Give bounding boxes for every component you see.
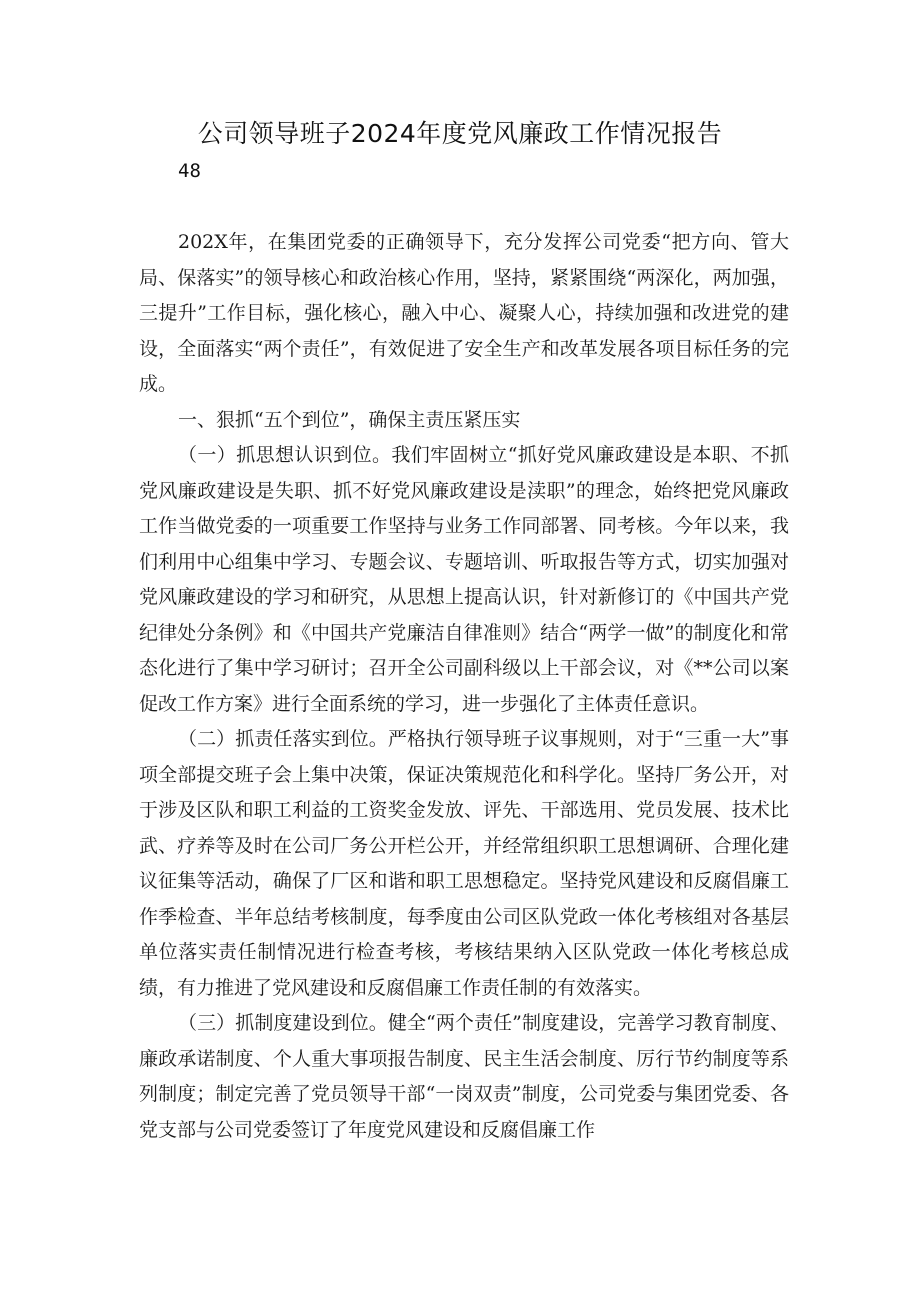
document-title: 公司领导班子2024年度党风廉政工作情况报告	[197, 119, 723, 148]
paragraph-responsibility: （二）抓责任落实到位。严格执行领导班子议事规则，对于“三重一大”事项全部提交班子会上集中决策，保证决策规范化和科学化。坚持厂务公开，对于涉及区队和职工利益的工资奖金发放、评先、干部选用、党员发展、技术比武、疗养等及时在公司厂务公开栏公开，并经常组织职工思想调研、合理化建议征集等活动，确保了厂区和谐和职工思想稳定。坚持党风建设和反腐倡廉工作季检查、半年总结考核制度，每季度由公司区队党政一体化考核组对各基层单位落实责任制情况进行检查考核，考核结果纳入区队党政一体化考核总成绩，有力推进了党风建设和反腐倡廉工作责任制的有效落实。	[139, 728, 789, 999]
paragraph-system-building: （三）抓制度建设到位。健全“两个责任”制度建设，完善学习教育制度、廉政承诺制度、个人重大事项报告制度、民主生活会制度、厉行节约制度等系列制度；制定完善了党员领导干部“一岗双责”制度，公司党委与集团党委、各党支部与公司党委签订了年度党风建设和反腐倡廉工作	[139, 1012, 789, 1141]
paragraph-thought-awareness: （一）抓思想认识到位。我们牢固树立“抓好党风廉政建设是本职、不抓党风廉政建设是失职、抓不好党风廉政建设是渎职”的理念，始终把党风廉政工作当做党委的一项重要工作坚持与业务工作同部署、同考核。今年以来，我们利用中心组集中学习、专题会议、专题培训、听取报告等方式，切实加强对党风廉政建设的学习和研究，从思想上提高认识，针对新修订的《中国共产党纪律处分条例》和《中国共产党廉洁自律准则》结合“两学一做”的制度化和常态化进行了集中学习研讨；召开全公司副科级以上干部会议，对《**公司以案促改工作方案》进行全面系统的学习，进一步强化了主体责任意识。	[139, 444, 789, 715]
document-body	[139, 225, 789, 1148]
intro-paragraph: 202X年，在集团党委的正确领导下，充分发挥公司党委“把方向、管大局、保落实”的领导核心和政治核心作用，坚持，紧紧围绕“两深化，两加强，三提升”工作目标，强化核心，融入中心、凝聚人心，持续加强和改进党的建设，全面落实“两个责任”，有效促进了安全生产和改革发展各项目标任务的完成。	[139, 231, 789, 395]
section-heading-1: 一、狠抓“五个到位”，确保主责压紧压实	[178, 408, 521, 431]
document-number: 48	[178, 160, 201, 182]
